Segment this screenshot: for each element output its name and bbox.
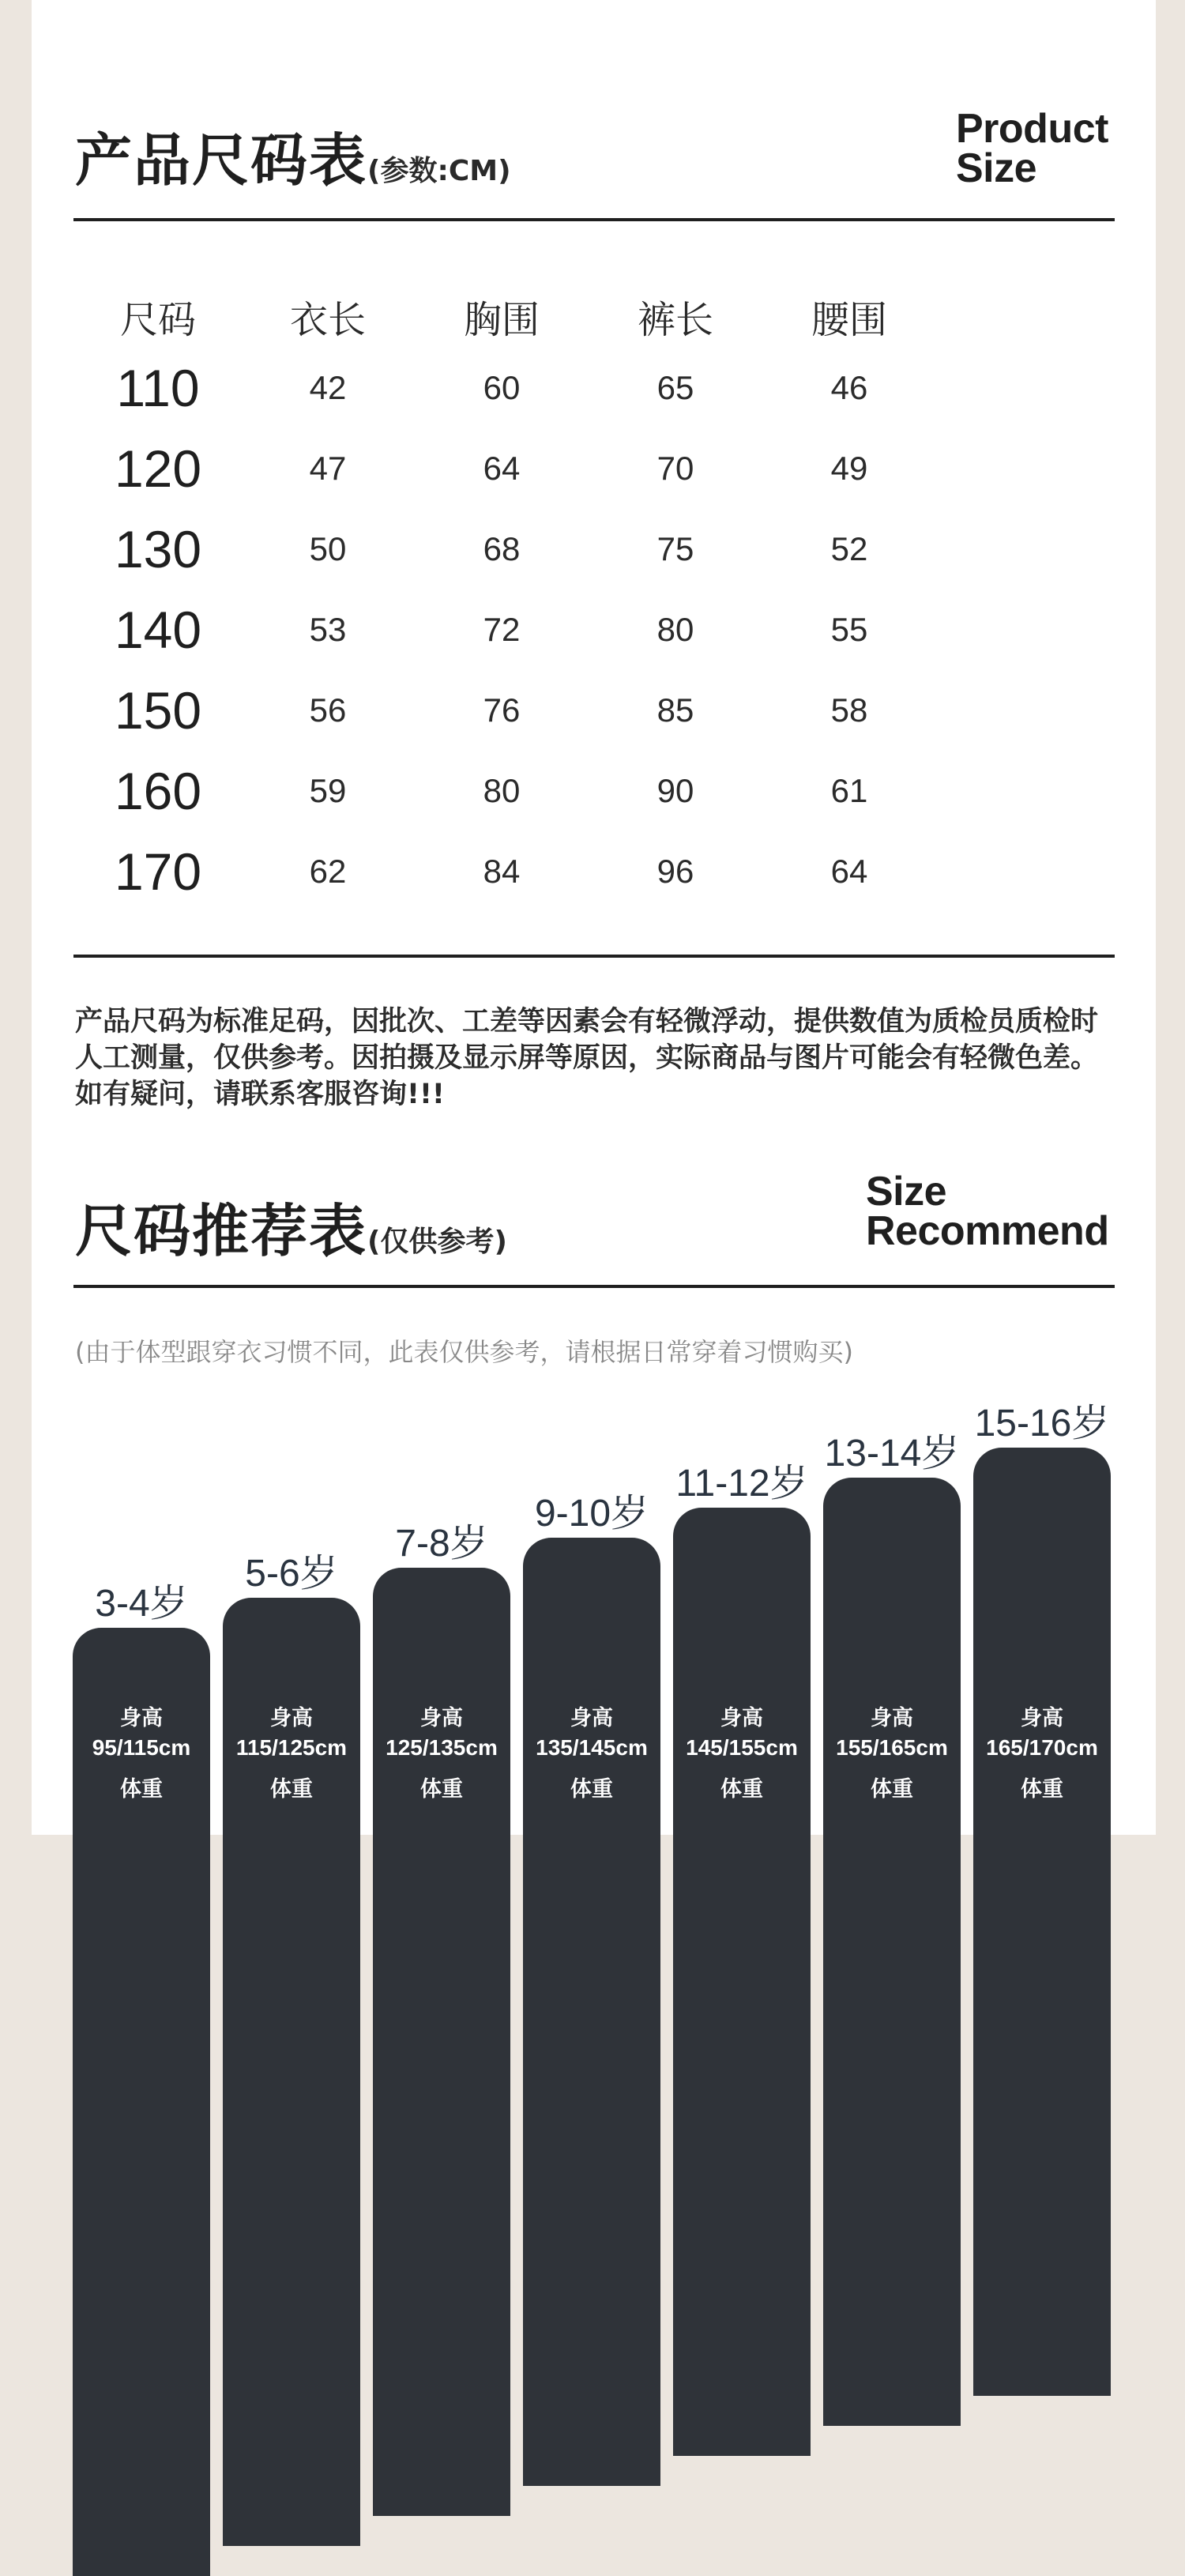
cell-waist: 55 — [830, 611, 868, 648]
col-header-chest: 胸围 — [463, 297, 540, 342]
cell-pants-length: 80 — [656, 611, 694, 648]
col-header-pants-length: 裤长 — [637, 297, 713, 342]
age-label: 15-16岁 — [974, 1403, 1110, 1444]
table-row — [75, 428, 1110, 509]
cell-chest: 72 — [483, 611, 521, 648]
age-label: 9-10岁 — [534, 1493, 649, 1535]
weight-label: 体重 — [120, 1777, 163, 1802]
cell-pants-length: 85 — [656, 691, 694, 729]
cell-waist: 58 — [830, 691, 868, 729]
cell-length: 56 — [309, 691, 347, 729]
cell-waist: 52 — [830, 530, 868, 567]
cell-size: 120 — [114, 439, 202, 498]
table-row — [75, 348, 1110, 428]
age-label: 13-14岁 — [824, 1433, 960, 1474]
recommend-title: 尺码推荐表 — [75, 1198, 368, 1264]
cell-length: 59 — [309, 772, 347, 809]
cell-size: 170 — [114, 842, 202, 901]
cell-chest: 60 — [483, 369, 521, 406]
height-label: 身高 — [420, 1706, 463, 1731]
cell-waist: 49 — [830, 450, 868, 487]
age-label: 3-4岁 — [95, 1583, 188, 1625]
weight-label: 体重 — [270, 1777, 313, 1802]
age-label: 7-8岁 — [395, 1523, 488, 1565]
cell-pants-length: 65 — [656, 369, 694, 406]
weight-label: 体重 — [420, 1777, 463, 1802]
cell-size: 150 — [114, 681, 202, 740]
height-value: 145/155cm — [686, 1735, 798, 1760]
table-row — [75, 670, 1110, 751]
height-value: 165/170cm — [986, 1735, 1098, 1760]
height-label: 身高 — [570, 1706, 613, 1731]
cell-pants-length: 70 — [656, 450, 694, 487]
cell-length: 62 — [309, 853, 347, 890]
table-header — [75, 284, 1110, 348]
cell-size: 130 — [114, 520, 202, 578]
size-chart-title-en — [956, 106, 1108, 191]
weight-label: 体重 — [570, 1777, 613, 1802]
cell-length: 47 — [309, 450, 347, 487]
cell-chest: 76 — [483, 691, 521, 729]
cell-pants-length: 90 — [656, 772, 694, 809]
height-label: 身高 — [720, 1706, 763, 1731]
cell-size: 110 — [116, 359, 200, 417]
weight-label: 体重 — [871, 1777, 913, 1802]
recommend-bar — [223, 1598, 360, 2546]
table-body — [75, 348, 1110, 912]
recommend-en-line2: Recommend — [866, 1208, 1109, 1254]
cell-chest: 68 — [483, 530, 521, 567]
cell-length: 53 — [309, 611, 347, 648]
size-chart-unit: (参数:CM) — [367, 155, 511, 187]
title-en-line1: Product — [956, 106, 1108, 152]
recommend-bar — [373, 1568, 510, 2516]
header-divider — [73, 218, 1115, 221]
height-value: 155/165cm — [836, 1735, 948, 1760]
size-table — [75, 284, 1110, 912]
height-value: 115/125cm — [235, 1735, 348, 1760]
recommend-bar — [823, 1478, 961, 2426]
size-chart-title: 产品尺码表 — [75, 127, 368, 194]
age-label: 5-6岁 — [245, 1553, 338, 1595]
col-header-size: 尺码 — [119, 297, 196, 342]
weight-label: 体重 — [1021, 1777, 1063, 1802]
col-header-waist: 腰围 — [811, 297, 887, 342]
recommend-bar — [523, 1538, 660, 2486]
recommend-header — [75, 1185, 507, 1267]
cell-size: 160 — [114, 762, 202, 820]
title-en-line2: Size — [956, 145, 1037, 191]
height-value: 135/145cm — [536, 1735, 648, 1760]
cell-waist: 61 — [830, 772, 868, 809]
recommend-bar — [673, 1508, 811, 2456]
recommend-bar — [73, 1628, 210, 2576]
table-row — [75, 751, 1110, 831]
height-label: 身高 — [871, 1706, 913, 1731]
cell-length: 50 — [309, 530, 347, 567]
height-label: 身高 — [120, 1706, 163, 1731]
height-value: 125/135cm — [386, 1735, 498, 1760]
age-label: 11-12岁 — [675, 1463, 808, 1505]
recommend-en-line1: Size — [866, 1169, 947, 1215]
height-label: 身高 — [270, 1706, 313, 1731]
recommend-divider — [73, 1285, 1115, 1288]
size-note: 产品尺码为标准足码，因批次、工差等因素会有轻微浮动，提供数值为质检员质检时人工测量，仅供参考。因拍摄及显示屏等原因，实际商品与图片可能会有轻微色差。如有疑问，请联系客服咨询!!! — [75, 1006, 1099, 1110]
table-row — [75, 589, 1110, 670]
col-header-length: 衣长 — [289, 297, 366, 342]
cell-pants-length: 96 — [656, 853, 694, 890]
recommend-bar — [973, 1448, 1111, 2396]
height-value: 95/115cm — [92, 1735, 191, 1760]
cell-pants-length: 75 — [656, 530, 694, 567]
table-bottom-divider — [73, 955, 1115, 958]
cell-chest: 80 — [483, 772, 521, 809]
cell-waist: 64 — [830, 853, 868, 890]
recommend-title-en — [866, 1169, 1109, 1254]
cell-waist: 46 — [830, 369, 868, 406]
table-row — [75, 509, 1110, 589]
recommend-hint: (由于体型跟穿衣习惯不同，此表仅供参考，请根据日常穿着习惯购买) — [75, 1337, 853, 1367]
recommend-subtitle: (仅供参考) — [367, 1226, 507, 1258]
table-row — [75, 831, 1110, 912]
weight-label: 体重 — [720, 1777, 763, 1802]
cell-chest: 84 — [483, 853, 521, 890]
cell-size: 140 — [114, 601, 202, 659]
cell-length: 42 — [309, 369, 347, 406]
height-label: 身高 — [1021, 1706, 1063, 1731]
size-chart-header — [75, 115, 511, 197]
cell-chest: 64 — [483, 450, 521, 487]
